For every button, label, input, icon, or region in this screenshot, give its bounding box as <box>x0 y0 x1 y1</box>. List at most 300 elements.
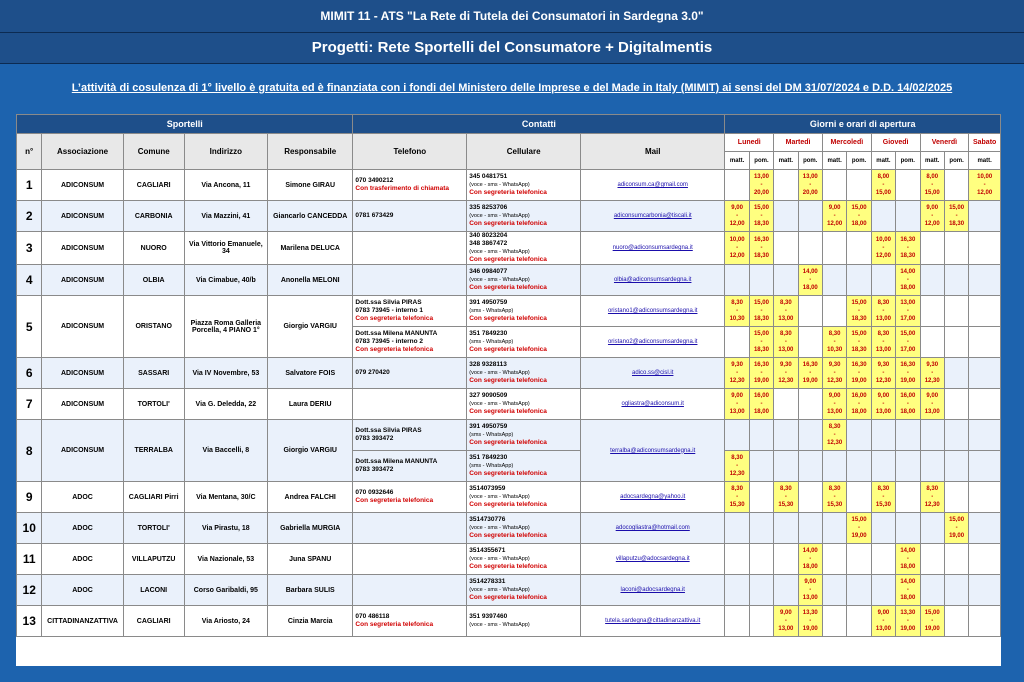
telefono-cell <box>353 513 467 544</box>
hours-open: 16,30 <box>753 362 769 368</box>
hours-open: 15,00 <box>851 205 867 211</box>
hours-open: 8,30 <box>731 300 743 306</box>
hours-open: 9,30 <box>731 362 743 368</box>
hours-open: 8,30 <box>926 486 939 492</box>
hours-cell <box>969 389 1001 420</box>
hours-dash: - <box>809 370 812 376</box>
telefono-value[interactable]: 070 3490212 <box>355 177 394 184</box>
hours-open: 16,30 <box>851 362 867 368</box>
cellulare-value[interactable]: 351 7849230 <box>469 454 508 461</box>
hours-cell <box>969 482 1001 513</box>
indirizzo-cell: Via IV Novembre, 53 <box>184 358 267 389</box>
cellulare-note: Con segreteria telefonica <box>469 563 547 570</box>
hours-cell <box>798 575 822 606</box>
hours-open: 10,00 <box>977 174 993 180</box>
row-number: 2 <box>17 201 42 232</box>
cellulare-value[interactable]: 335 8253706 <box>469 204 508 211</box>
table-body <box>17 170 1001 637</box>
hours-cell <box>944 389 968 420</box>
hours-cell <box>871 232 895 265</box>
telefono-cell <box>353 170 467 201</box>
hours-cell <box>969 358 1001 389</box>
hours-open: 15,00 <box>851 300 867 306</box>
mail-link[interactable]: ogliastra@adiconsum.it <box>581 389 725 420</box>
hours-cell <box>944 232 968 265</box>
cellulare-value[interactable]: 340 8023204 <box>469 232 508 239</box>
hours-cell <box>896 170 920 201</box>
hours-cell <box>871 265 895 296</box>
hours-close: 18,30 <box>949 221 965 227</box>
hours-open: 8,30 <box>780 300 792 306</box>
hours-cell <box>822 389 846 420</box>
telefono-value-2[interactable]: 0783 73945 - interno 1 <box>355 307 423 314</box>
day-lunedi: Lunedì <box>725 134 774 152</box>
hours-dash: - <box>809 618 812 624</box>
hours-close: 12,00 <box>827 221 843 227</box>
hours-dash: - <box>784 618 787 624</box>
hours-dash: - <box>931 494 934 500</box>
hours-close: 18,00 <box>900 285 916 291</box>
telefono-note: Con segreteria telefonica <box>355 315 434 322</box>
comune-cell: CAGLIARI Pirri <box>123 482 184 513</box>
telefono-value[interactable]: Dott.ssa Silvia PIRAS <box>355 427 422 434</box>
hours-close: 18,00 <box>851 221 867 227</box>
cellulare-cell <box>467 389 581 420</box>
telefono-note: Con trasferimento di chiamata <box>355 185 449 192</box>
col-associazione: Associazione <box>42 134 123 170</box>
associazione-cell: ADICONSUM <box>42 420 123 482</box>
hours-cell <box>896 201 920 232</box>
telefono-cell <box>353 451 467 482</box>
hours-cell <box>749 201 773 232</box>
hours-open: 13,00 <box>753 174 769 180</box>
slot-matt: matt. <box>871 152 895 170</box>
hours-cell <box>822 420 846 451</box>
mail-link[interactable]: laconi@adocsardegna.it <box>581 575 725 606</box>
hours-cell <box>749 232 773 265</box>
hours-close: 20,00 <box>753 190 769 196</box>
col-cellulare: Cellulare <box>467 134 581 170</box>
hours-cell <box>847 389 871 420</box>
hours-close: 19,00 <box>851 533 867 539</box>
table-row <box>17 358 1001 389</box>
telefono-value[interactable]: 079 270420 <box>355 369 390 376</box>
hours-close: 12,00 <box>729 253 745 259</box>
cellulare-channels: (voce - sms - WhatsApp) <box>469 556 530 562</box>
mail-link[interactable]: oristano2@adiconsumsardegna.it <box>581 327 725 358</box>
col-responsabile: Responsabile <box>268 134 353 170</box>
cellulare-value[interactable]: 351 9397460 <box>469 613 508 620</box>
slot-pom: pom. <box>896 152 920 170</box>
associazione-cell: ADICONSUM <box>42 232 123 265</box>
hours-close: 18,00 <box>753 409 769 415</box>
associazione-cell: ADOC <box>42 513 123 544</box>
hours-dash: - <box>955 213 958 219</box>
hours-cell <box>798 420 822 451</box>
cellulare-channels: (sms - WhatsApp) <box>469 308 514 314</box>
cellulare-value[interactable]: 391 4950759 <box>469 423 508 430</box>
hours-cell <box>944 451 968 482</box>
hours-open: 9,00 <box>926 205 939 211</box>
comune-cell: CAGLIARI <box>123 170 184 201</box>
hours-close: 12,00 <box>977 190 993 196</box>
hours-close: 19,00 <box>753 378 769 384</box>
hours-cell <box>725 606 749 637</box>
telefono-value[interactable]: 070 0932646 <box>355 489 394 496</box>
hours-cell <box>969 296 1001 327</box>
responsabile-cell: Cinzia Marcia <box>268 606 353 637</box>
cellulare-channels: (voce - sms - WhatsApp) <box>469 401 530 407</box>
hours-cell <box>871 544 895 575</box>
cellulare-note: Con segreteria telefonica <box>469 501 547 508</box>
hours-cell <box>847 201 871 232</box>
cellulare-note: Con segreteria telefonica <box>469 377 547 384</box>
cellulare-value[interactable]: 346 0984077 <box>469 268 508 275</box>
hours-cell <box>896 232 920 265</box>
hours-open: 9,00 <box>877 610 890 616</box>
table-row <box>17 389 1001 420</box>
cellulare-cell <box>467 170 581 201</box>
hours-open: 8,30 <box>731 455 743 461</box>
telefono-value[interactable]: Dott.ssa Silvia PIRAS <box>355 299 422 306</box>
hours-open: 13,30 <box>802 610 818 616</box>
hours-cell <box>969 170 1001 201</box>
hours-cell <box>944 606 968 637</box>
telefono-cell <box>353 544 467 575</box>
cellulare-note: Con segreteria telefonica <box>469 470 547 477</box>
hours-dash: - <box>736 213 739 219</box>
telefono-cell <box>353 201 467 232</box>
hours-dash: - <box>760 401 763 407</box>
hours-open: 8,30 <box>780 486 792 492</box>
hours-cell <box>944 296 968 327</box>
hours-close: 18,30 <box>753 221 769 227</box>
telefono-value[interactable]: 0781 673429 <box>355 212 394 219</box>
hours-open: 8,30 <box>828 331 841 337</box>
hours-cell <box>969 201 1001 232</box>
slot-matt: matt. <box>920 152 944 170</box>
hours-close: 12,30 <box>729 378 745 384</box>
cellulare-channels: (voce - sms - WhatsApp) <box>469 494 530 500</box>
hours-dash: - <box>784 494 787 500</box>
hours-cell <box>725 296 749 327</box>
mail-link[interactable]: adiconsum.ca@gmail.com <box>581 170 725 201</box>
cellulare-note: Con segreteria telefonica <box>469 439 547 446</box>
telefono-cell <box>353 606 467 637</box>
hours-close: 15,00 <box>875 190 891 196</box>
col-indirizzo: Indirizzo <box>184 134 267 170</box>
hours-cell <box>725 482 749 513</box>
hours-cell <box>896 420 920 451</box>
hours-close: 13,00 <box>729 409 745 415</box>
indirizzo-cell: Via Ariosto, 24 <box>184 606 267 637</box>
hours-cell <box>774 265 798 296</box>
cellulare-note: Con segreteria telefonica <box>469 594 547 601</box>
hours-cell <box>944 420 968 451</box>
hours-dash: - <box>931 182 934 188</box>
hours-open: 8,30 <box>828 424 841 430</box>
hours-cell <box>896 575 920 606</box>
hours-close: 13,00 <box>778 347 794 353</box>
row-number: 8 <box>17 420 42 482</box>
mail-link[interactable]: tutela.sardegna@cittadinanzattiva.it <box>581 606 725 637</box>
hours-open: 15,00 <box>949 517 965 523</box>
cellulare-cell <box>467 482 581 513</box>
cellulare-channels: (voce - sms - WhatsApp) <box>469 277 530 283</box>
hours-cell <box>871 296 895 327</box>
telefono-value[interactable]: Dott.ssa Milena MANUNTA <box>355 458 438 465</box>
hours-dash: - <box>882 370 885 376</box>
hours-dash: - <box>833 339 836 345</box>
hours-cell <box>749 544 773 575</box>
table-row <box>17 606 1001 637</box>
mail-link[interactable]: adocsardegna@yahoo.it <box>581 482 725 513</box>
hours-cell <box>725 170 749 201</box>
group-giorni: Giorni e orari di apertura <box>725 115 1001 134</box>
hours-cell <box>944 575 968 606</box>
hours-close: 12,30 <box>729 471 745 477</box>
mail-link[interactable]: terralba@adiconsumsardegna.it <box>581 420 725 482</box>
telefono-value-2[interactable]: 0783 393472 <box>355 435 394 442</box>
hours-dash: - <box>784 339 787 345</box>
hours-cell <box>822 513 846 544</box>
cellulare-cell <box>467 544 581 575</box>
table-row <box>17 544 1001 575</box>
col-telefono: Telefono <box>353 134 467 170</box>
cellulare-value[interactable]: 327 9090509 <box>469 392 508 399</box>
hours-close: 19,00 <box>900 626 916 632</box>
hours-cell <box>774 513 798 544</box>
hours-dash: - <box>760 339 763 345</box>
telefono-value-2[interactable]: 0783 73945 - interno 2 <box>355 338 423 345</box>
cellulare-value[interactable]: 328 9328113 <box>469 361 507 368</box>
hours-cell <box>774 327 798 358</box>
indirizzo-cell: Via Nazionale, 53 <box>184 544 267 575</box>
mail-link[interactable]: olbia@adiconsumsardegna.it <box>581 265 725 296</box>
hours-cell <box>871 451 895 482</box>
day-mercoledi: Mercoledì <box>822 134 871 152</box>
sportelli-table <box>16 114 1001 637</box>
hours-dash: - <box>882 339 885 345</box>
hours-close: 12,30 <box>827 440 843 446</box>
hours-dash: - <box>809 182 812 188</box>
comune-cell: VILLAPUTZU <box>123 544 184 575</box>
hours-close: 19,00 <box>949 533 965 539</box>
hours-close: 18,30 <box>753 253 769 259</box>
hours-cell <box>847 451 871 482</box>
telefono-value[interactable]: 070 486118 <box>355 613 390 620</box>
responsabile-cell: Giancarlo CANCEDDA <box>268 201 353 232</box>
cellulare-channels: (voce - sms - WhatsApp) <box>469 182 530 188</box>
hours-cell <box>749 296 773 327</box>
hours-cell <box>847 296 871 327</box>
hours-dash: - <box>882 494 885 500</box>
responsabile-cell: Giorgio VARGIU <box>268 420 353 482</box>
responsabile-cell: Gabriella MURGIA <box>268 513 353 544</box>
hours-dash: - <box>736 494 739 500</box>
mail-link[interactable]: adiconsumcarbonia@tiscali.it <box>581 201 725 232</box>
hours-cell <box>871 420 895 451</box>
associazione-cell: ADICONSUM <box>42 358 123 389</box>
mail-link[interactable]: adocogliastra@hotmail.com <box>581 513 725 544</box>
telefono-value-2[interactable]: 0783 393472 <box>355 466 394 473</box>
telefono-cell <box>353 575 467 606</box>
hours-open: 8,30 <box>731 486 743 492</box>
mail-link[interactable]: villaputzu@adocsardegna.it <box>581 544 725 575</box>
cellulare-channels: (sms - WhatsApp) <box>469 339 514 345</box>
cellulare-value[interactable]: 3514730776 <box>469 516 506 523</box>
telefono-value[interactable]: Dott.ssa Milena MANUNTA <box>355 330 438 337</box>
comune-cell: TERRALBA <box>123 420 184 482</box>
comune-cell: NUORO <box>123 232 184 265</box>
hours-cell <box>920 170 944 201</box>
hours-cell <box>920 544 944 575</box>
row-number: 12 <box>17 575 42 606</box>
hours-cell <box>774 389 798 420</box>
hours-cell <box>774 544 798 575</box>
hours-open: 9,30 <box>828 362 841 368</box>
hours-cell <box>798 327 822 358</box>
hours-cell <box>749 451 773 482</box>
hours-cell <box>798 544 822 575</box>
hours-cell <box>822 232 846 265</box>
hours-cell <box>920 232 944 265</box>
hours-cell <box>969 575 1001 606</box>
hours-cell <box>896 451 920 482</box>
hours-open: 15,00 <box>900 331 916 337</box>
responsabile-cell: Juna SPANU <box>268 544 353 575</box>
cellulare-value[interactable]: 345 0481751 <box>469 173 508 180</box>
hours-dash: - <box>906 308 909 314</box>
hours-cell <box>749 606 773 637</box>
hours-cell <box>847 358 871 389</box>
hours-open: 9,00 <box>828 205 841 211</box>
hours-cell <box>896 265 920 296</box>
associazione-cell: ADICONSUM <box>42 296 123 358</box>
hours-open: 9,30 <box>926 362 939 368</box>
hours-cell <box>969 513 1001 544</box>
hours-close: 17,00 <box>900 347 916 353</box>
mail-link[interactable]: nuoro@adiconsumsardegna.it <box>581 232 725 265</box>
row-number: 1 <box>17 170 42 201</box>
telefono-note: Con segreteria telefonica <box>355 621 434 628</box>
hours-cell <box>749 389 773 420</box>
hours-open: 15,00 <box>924 610 940 616</box>
slot-pom: pom. <box>798 152 822 170</box>
associazione-cell: ADOC <box>42 575 123 606</box>
hours-dash: - <box>858 401 861 407</box>
hours-cell <box>749 420 773 451</box>
indirizzo-cell: Via Mentana, 30/C <box>184 482 267 513</box>
day-giovedi: Giovedì <box>871 134 920 152</box>
hours-cell <box>774 482 798 513</box>
hours-cell <box>969 327 1001 358</box>
associazione-cell: ADICONSUM <box>42 389 123 420</box>
hours-close: 18,00 <box>802 564 818 570</box>
hours-open: 9,30 <box>877 362 890 368</box>
hours-close: 13,00 <box>778 316 794 322</box>
hours-close: 13,00 <box>875 409 891 415</box>
slot-matt: matt. <box>774 152 798 170</box>
hours-cell <box>774 575 798 606</box>
hours-open: 10,00 <box>875 237 891 243</box>
hours-cell <box>774 232 798 265</box>
hours-open: 16,30 <box>900 237 916 243</box>
hours-cell <box>920 201 944 232</box>
cellulare-value[interactable]: 351 7849230 <box>469 330 508 337</box>
cellulare-value[interactable]: 3514073959 <box>469 485 506 492</box>
hours-close: 13,00 <box>827 409 843 415</box>
hours-cell <box>798 232 822 265</box>
hours-cell <box>774 358 798 389</box>
cellulare-value-2[interactable]: 348 3867472 <box>469 240 508 247</box>
hours-dash: - <box>882 308 885 314</box>
hours-close: 15,30 <box>827 502 843 508</box>
indirizzo-cell: Via Pirastu, 18 <box>184 513 267 544</box>
hours-dash: - <box>931 618 934 624</box>
hours-cell <box>896 544 920 575</box>
hours-cell <box>749 265 773 296</box>
hours-cell <box>774 420 798 451</box>
associazione-cell: ADOC <box>42 544 123 575</box>
hours-open: 9,00 <box>877 393 890 399</box>
hours-open: 9,00 <box>731 205 743 211</box>
col-n: n° <box>17 134 42 170</box>
row-number: 10 <box>17 513 42 544</box>
hours-close: 13,00 <box>875 626 891 632</box>
hours-dash: - <box>983 182 986 188</box>
slot-matt: matt. <box>822 152 846 170</box>
hours-open: 14,00 <box>900 579 916 585</box>
responsabile-cell: Giorgio VARGIU <box>268 296 353 358</box>
hours-open: 9,30 <box>780 362 792 368</box>
hours-cell <box>944 170 968 201</box>
mail-link[interactable]: oristano1@adiconsumsardegna.it <box>581 296 725 327</box>
hours-open: 16,30 <box>900 362 916 368</box>
hours-cell <box>920 389 944 420</box>
cellulare-value[interactable]: 391 4950759 <box>469 299 508 306</box>
telefono-note: Con segreteria telefonica <box>355 346 434 353</box>
hours-cell <box>847 544 871 575</box>
hours-dash: - <box>931 370 934 376</box>
hours-cell <box>749 513 773 544</box>
hours-open: 14,00 <box>802 269 818 275</box>
hours-close: 10,30 <box>729 316 745 322</box>
hours-cell <box>725 265 749 296</box>
hours-close: 18,00 <box>900 595 916 601</box>
associazione-cell: ADOC <box>42 482 123 513</box>
cellulare-cell <box>467 451 581 482</box>
cellulare-value[interactable]: 3514278331 <box>469 578 506 585</box>
comune-cell: LACONI <box>123 575 184 606</box>
hours-dash: - <box>833 494 836 500</box>
hours-open: 13,30 <box>900 610 916 616</box>
hours-cell <box>847 232 871 265</box>
hours-open: 8,30 <box>877 300 890 306</box>
hours-close: 15,30 <box>875 502 891 508</box>
cellulare-cell <box>467 232 581 265</box>
responsabile-cell: Marilena DELUCA <box>268 232 353 265</box>
cellulare-channels: (sms - WhatsApp) <box>469 432 514 438</box>
hours-open: 8,30 <box>780 331 792 337</box>
hours-dash: - <box>906 556 909 562</box>
cellulare-note: Con segreteria telefonica <box>469 346 547 353</box>
hours-cell <box>774 170 798 201</box>
cellulare-value[interactable]: 3514355671 <box>469 547 506 554</box>
col-comune: Comune <box>123 134 184 170</box>
mail-link[interactable]: adico.ss@cisl.it <box>581 358 725 389</box>
hours-dash: - <box>760 370 763 376</box>
